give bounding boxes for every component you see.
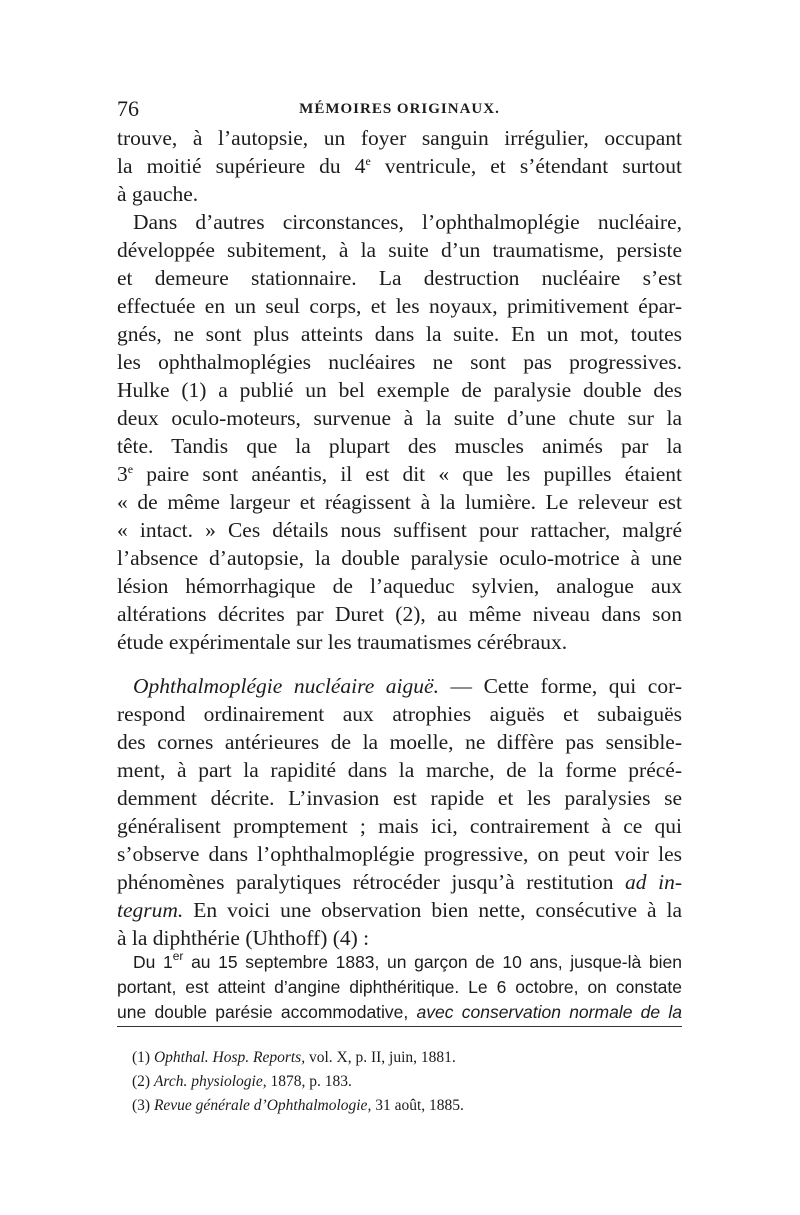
text-line: phénomènes paralytiques rétrocéder jusqu’à restitution ad in- [117,870,682,894]
text-line: étude expérimentale sur les traumatismes cérébraux. [117,630,568,654]
text-line: la moitié supérieure du 4e ventricule, et s’étendant surtout [117,154,682,178]
page-number: 76 [117,96,139,121]
text-line: altérations décrites par Duret (2), au même niveau dans son [117,602,682,626]
text-line: les ophthalmoplégies nucléaires ne sont pas progressives. [117,350,682,374]
text-line: respond ordinairement aux atrophies aiguës et subaiguës [117,702,682,726]
text-line: Ophthalmoplégie nucléaire aiguë. — Cette forme, qui cor- [133,674,682,698]
page-header [117,96,682,120]
text-line: Du 1er au 15 septembre 1883, un garçon de 10 ans, jusque-là bien [133,949,682,972]
text-line: l’absence d’autopsie, la double paralysie oculo-motrice à une [117,546,682,570]
text-line: gnés, ne sont plus atteints dans la suite. En un mot, toutes [117,322,682,346]
text-line: et demeure stationnaire. La destruction nucléaire s’est [117,266,682,290]
text-line: tête. Tandis que la plupart des muscles animés par la [117,434,682,458]
text-line: à gauche. [117,182,199,206]
text-line: une double parésie accommodative, avec conservation normale de la [117,1002,682,1022]
text-line: lésion hémorrhagique de l’aqueduc sylvien, analogue aux [117,574,682,598]
text-line: deux oculo-moteurs, survenue à la suite d’une chute sur la [117,406,682,430]
text-line: effectuée en un seul corps, et les noyaux, primitivement épar- [117,294,682,318]
main-text [117,124,682,952]
text-line: portant, est atteint d’angine diphthéritique. Le 6 octobre, on constate [117,977,682,997]
text-line: développée subitement, à la suite d’un traumatisme, persiste [117,238,682,262]
footnotes [132,1046,682,1118]
text-line: trouve, à l’autopsie, un foyer sanguin irrégulier, occupant [117,126,682,150]
text-line: Dans d’autres circonstances, l’ophthalmoplégie nucléaire, [133,210,682,234]
footnote: (2) Arch. physiologie, 1878, p. 183. [132,1073,352,1090]
footnote: (1) Ophthal. Hosp. Reports, vol. X, p. II, juin, 1881. [132,1049,456,1066]
text-line: ment, à part la rapidité dans la marche, de la forme précé- [117,758,682,782]
text-line: s’observe dans l’ophthalmoplégie progressive, on peut voir les [117,842,682,866]
text-line: tegrum. En voici une observation bien nette, consécutive à la [117,898,682,922]
text-line: « intact. » Ces détails nous suffisent pour rattacher, malgré [117,518,682,542]
footnote-divider [117,1026,682,1027]
text-line: des cornes antérieures de la moelle, ne diffère pas sensible- [117,730,682,754]
text-line: à la diphthérie (Uhthoff) (4) : [117,926,370,950]
footnote: (3) Revue générale d’Ophthalmologie, 31 août, 1885. [132,1097,464,1114]
text-line: 3e paire sont anéantis, il est dit « que les pupilles étaient [117,462,682,486]
running-title: MÉMOIRES ORIGINAUX. [299,101,500,117]
text-line: « de même largeur et réagissent à la lumière. Le releveur est [117,490,682,514]
text-line: généralisent promptement ; mais ici, contrairement à ce qui [117,814,682,838]
text-line: Hulke (1) a publié un bel exemple de paralysie double des [117,378,682,402]
text-line: demment décrite. L’invasion est rapide et les paralysies se [117,786,682,810]
observation-text [117,950,682,1025]
section-heading: Ophthalmoplégie nucléaire aiguë. [133,674,439,698]
